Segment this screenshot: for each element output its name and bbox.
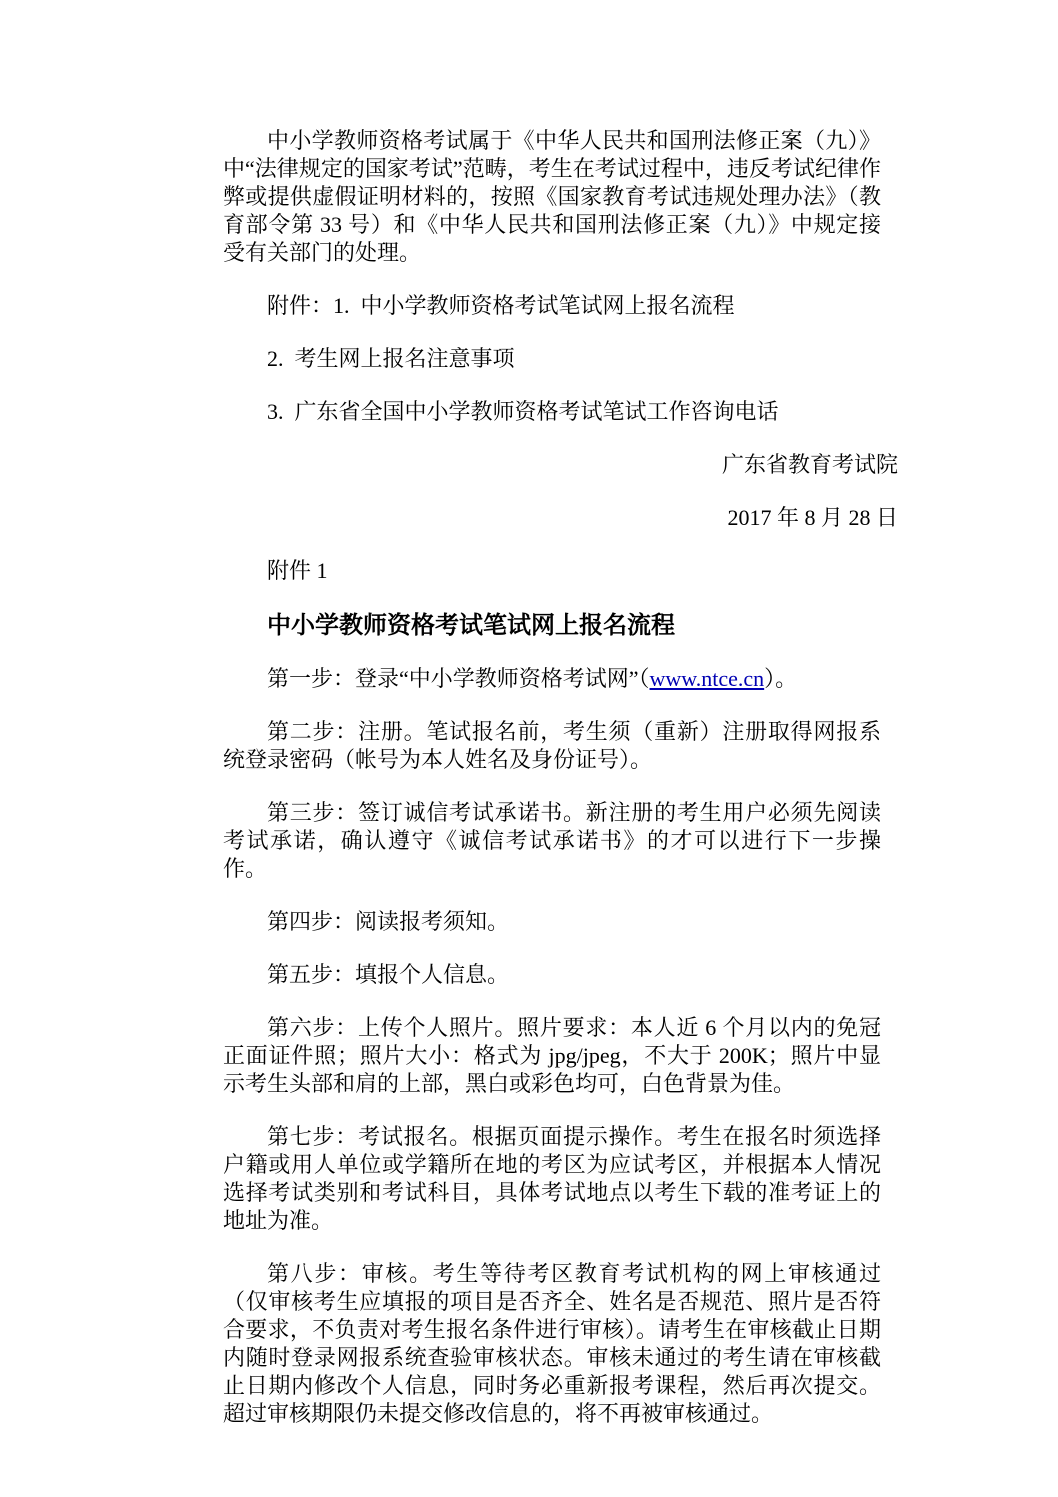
attachment-list-item-2: 2. 考生网上报名注意事项 bbox=[267, 346, 515, 371]
step-1-text-prefix: 第一步：登录“中小学教师资格考试网”（ bbox=[267, 666, 650, 691]
step-8-paragraph: 第八步：审核。考生等待考区教育考试机构的网上审核通过（仅审核考生应填报的项目是否齐全、姓名是否规范、照片是否符合要求，不负责对考生报名条件进行审核）。请考生在审核截止日期内随时登录网报系统查验审核状态。审核未通过的考生请在审核截止日期内修改个人信息，同时务必重新报考课程，然后再次提交。超过审核期限仍未提交修改信息的，将不再被审核通过。 bbox=[223, 1261, 881, 1426]
step-1-text-suffix: ）。 bbox=[764, 666, 798, 691]
step-7-paragraph: 第七步：考试报名。根据页面提示操作。考生在报名时须选择户籍或用人单位或学籍所在地的考区为应试考区，并根据本人情况选择考试类别和考试科目，具体考试地点以考生下载的准考证上的地址为准。 bbox=[223, 1124, 881, 1233]
step-6-paragraph: 第六步：上传个人照片。照片要求：本人近 6 个月以内的免冠正面证件照；照片大小：格式为 jpg/jpeg，不大于 200K；照片中显示考生头部和肩的上部，黑白或彩色均可，白色背景为佳。 bbox=[223, 1015, 881, 1096]
step-2-paragraph: 第二步：注册。笔试报名前，考生须（重新）注册取得网报系统登录密码（帐号为本人姓名及身份证号）。 bbox=[223, 719, 881, 772]
step-4-paragraph: 第四步：阅读报考须知。 bbox=[267, 909, 510, 934]
step-5-paragraph: 第五步：填报个人信息。 bbox=[267, 962, 510, 987]
attachment-label: 附件 1 bbox=[267, 558, 328, 583]
ntce-link[interactable]: www.ntce.cn bbox=[649, 666, 765, 691]
date-line: 2017 年 8 月 28 日 bbox=[727, 505, 898, 530]
signature: 广东省教育考试院 bbox=[721, 452, 898, 477]
intro-paragraph: 中小学教师资格考试属于《中华人民共和国刑法修正案（九）》中“法律规定的国家考试”范畴，考生在考试过程中，违反考试纪律作弊或提供虚假证明材料的，按照《国家教育考试违规处理办法》（教育部令第 33 号）和《中华人民共和国刑法修正案（九）》中规定接受有关部门的处理。 bbox=[223, 128, 881, 265]
document-content bbox=[223, 127, 898, 1453]
attachment-list-item-1: 附件：1. 中小学教师资格考试笔试网上报名流程 bbox=[267, 293, 735, 318]
step-3-paragraph: 第三步：签订诚信考试承诺书。新注册的考生用户必须先阅读考试承诺，确认遵守《诚信考试承诺书》的才可以进行下一步操作。 bbox=[223, 800, 881, 881]
attachment-list-item-3: 3. 广东省全国中小学教师资格考试笔试工作咨询电话 bbox=[267, 399, 779, 424]
step-1-paragraph bbox=[223, 665, 881, 693]
document-title: 中小学教师资格考试笔试网上报名流程 bbox=[267, 613, 675, 639]
